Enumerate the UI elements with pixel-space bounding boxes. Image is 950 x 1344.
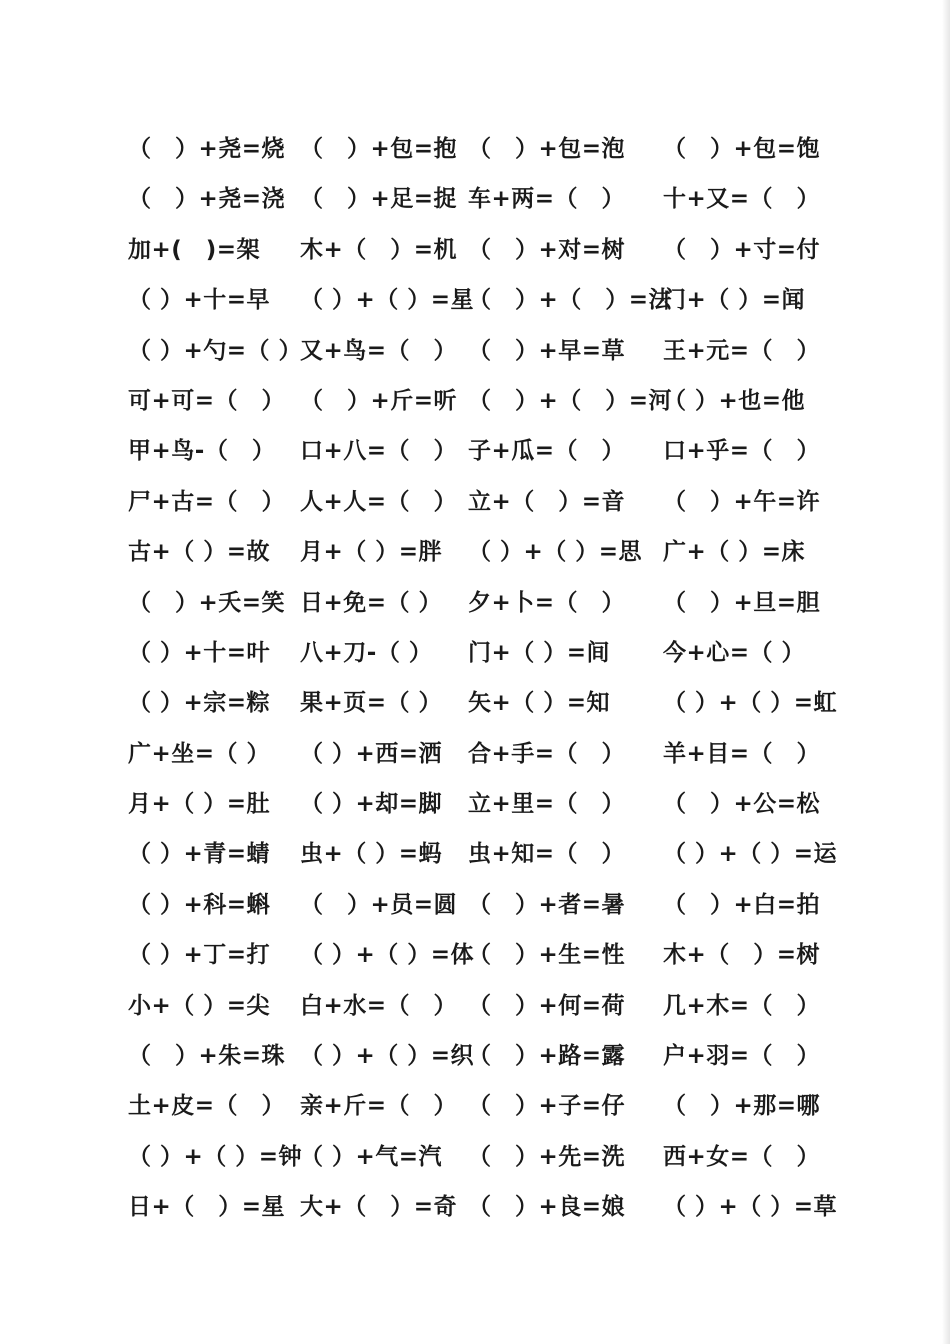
exercise-item: （ ）+（ ）=运 xyxy=(663,841,838,868)
exercise-item: （ ）+路=露 xyxy=(468,1043,626,1070)
exercise-item: （ ）+生=性 xyxy=(468,942,626,969)
exercise-item: （ ）+白=拍 xyxy=(663,891,821,918)
exercise-item: 八+刀-（ ） xyxy=(300,639,433,666)
worksheet-row xyxy=(128,1182,838,1232)
exercise-item: （ ）+员=圆 xyxy=(300,891,458,918)
exercise-item: （ ）+包=抱 xyxy=(300,136,458,162)
exercise-item: （ ）+斤=听 xyxy=(300,387,458,414)
exercise-item: 果+页=（ ） xyxy=(300,690,443,717)
exercise-item: 又+鸟=（ ） xyxy=(300,337,458,364)
exercise-item: （ ）+包=泡 xyxy=(468,136,626,162)
exercise-item: 木+（ ）=树 xyxy=(663,942,821,969)
worksheet-row xyxy=(128,678,838,728)
worksheet-row xyxy=(128,527,818,577)
worksheet-row xyxy=(128,225,821,275)
exercise-item: （ ）+西=洒 xyxy=(300,740,443,767)
worksheet-row xyxy=(128,326,821,376)
exercise-item: 月+（ ）=胖 xyxy=(300,539,443,566)
exercise-item: 车+两=（ ） xyxy=(468,186,626,213)
exercise-item: （ ）+也=他 xyxy=(663,387,806,414)
page-edge-shadow xyxy=(942,0,950,1344)
exercise-item: 口+八=（ ） xyxy=(300,438,458,465)
worksheet-row xyxy=(128,880,821,930)
worksheet-row xyxy=(128,981,821,1031)
worksheet-row xyxy=(128,124,821,174)
exercise-item: （ ）+（ ）=草 xyxy=(663,1194,838,1221)
worksheet-row xyxy=(128,829,838,879)
exercise-item: 广+（ ）=床 xyxy=(663,539,806,566)
exercise-item: 几+木=（ ） xyxy=(663,992,821,1019)
exercise-item: （ ）+勺=（ ） xyxy=(128,337,303,364)
exercise-item: （ ）+那=哪 xyxy=(663,1093,821,1120)
character-composition-grid xyxy=(128,124,838,1233)
exercise-item: 可+可=（ ） xyxy=(128,387,286,414)
exercise-item: 甲+鸟-（ ） xyxy=(128,438,276,465)
exercise-item: 十+又=（ ） xyxy=(663,186,821,213)
exercise-item: （ ）+何=荷 xyxy=(468,992,626,1019)
exercise-item: （ ）+气=汽 xyxy=(300,1143,443,1170)
exercise-item: （ ）+午=许 xyxy=(663,488,821,515)
exercise-item: 矢+（ ）=知 xyxy=(468,690,611,717)
exercise-item: 木+（ ）=机 xyxy=(300,236,458,263)
exercise-item: （ ）+丁=打 xyxy=(128,942,271,969)
exercise-item: （ ）+对=树 xyxy=(468,236,626,263)
exercise-item: （ ）+青=蜻 xyxy=(128,841,271,868)
exercise-item: 广+坐=（ ） xyxy=(128,740,271,767)
exercise-item: 大+（ ）=奇 xyxy=(300,1194,458,1221)
worksheet-row xyxy=(128,578,821,628)
exercise-item: 户+羽=（ ） xyxy=(663,1043,821,1070)
exercise-item: 立+里=（ ） xyxy=(468,791,626,818)
exercise-item: （ ）+十=早 xyxy=(128,287,271,314)
exercise-item: （ ）+（ ）=法 xyxy=(468,287,673,314)
exercise-item: （ ）+尧=浇 xyxy=(128,186,286,213)
exercise-item: （ ）+尧=烧 xyxy=(128,136,286,162)
exercise-item: 小+（ ）=尖 xyxy=(128,992,271,1019)
exercise-item: （ ）+十=叶 xyxy=(128,639,271,666)
worksheet-row xyxy=(128,174,821,224)
worksheet-row xyxy=(128,1081,821,1131)
exercise-item: （ ）+朱=珠 xyxy=(128,1043,286,1070)
worksheet-row xyxy=(128,779,821,829)
worksheet-row xyxy=(128,275,818,325)
exercise-item: 亲+斤=（ ） xyxy=(300,1093,458,1120)
exercise-item: （ ）+（ ）=织 xyxy=(300,1043,475,1070)
exercise-item: 虫+（ ）=蚂 xyxy=(300,841,443,868)
exercise-item: 羊+目=（ ） xyxy=(663,740,821,767)
exercise-item: （ ）+子=仔 xyxy=(468,1093,626,1120)
worksheet-row xyxy=(128,426,821,476)
exercise-item: 日+免=（ ） xyxy=(300,589,443,616)
exercise-item: 口+乎=（ ） xyxy=(663,438,821,465)
exercise-item: （ ）+（ ）=河 xyxy=(468,387,673,414)
worksheet-row xyxy=(128,477,821,527)
exercise-item: 加+( )=架 xyxy=(128,236,261,263)
exercise-item: 虫+知=（ ） xyxy=(468,841,626,868)
exercise-item: （ ）+（ ）=钟 xyxy=(128,1143,303,1170)
exercise-item: 土+皮=（ ） xyxy=(128,1093,286,1120)
worksheet-row xyxy=(128,1132,821,1182)
exercise-item: （ ）+夭=笑 xyxy=(128,589,286,616)
exercise-item: 西+女=（ ） xyxy=(663,1143,821,1170)
exercise-item: 白+水=（ ） xyxy=(300,992,458,1019)
exercise-item: （ ）+旦=胆 xyxy=(663,589,821,616)
exercise-item: 今+心=（ ） xyxy=(663,639,806,666)
exercise-item: 合+手=（ ） xyxy=(468,740,626,767)
exercise-item: 月+（ ）=肚 xyxy=(128,791,271,818)
exercise-item: 尸+古=（ ） xyxy=(128,488,286,515)
exercise-item: （ ）+早=草 xyxy=(468,337,626,364)
exercise-item: （ ）+足=捉 xyxy=(300,186,458,213)
exercise-item: （ ）+寸=付 xyxy=(663,236,821,263)
exercise-item: （ ）+包=饱 xyxy=(663,136,821,162)
exercise-item: （ ）+宗=粽 xyxy=(128,690,271,717)
exercise-item: 人+人=（ ） xyxy=(300,488,458,515)
worksheet-row xyxy=(128,628,818,678)
exercise-item: （ ）+良=娘 xyxy=(468,1194,626,1221)
exercise-item: （ ）+科=蝌 xyxy=(128,891,271,918)
worksheet-row xyxy=(128,376,818,426)
worksheet-row xyxy=(128,930,821,980)
exercise-item: 立+（ ）=音 xyxy=(468,488,626,515)
exercise-item: （ ）+公=松 xyxy=(663,791,821,818)
exercise-item: 王+元=（ ） xyxy=(663,337,821,364)
exercise-item: 门+（ ）=间 xyxy=(468,639,611,666)
exercise-item: （ ）+（ ）=虹 xyxy=(663,690,838,717)
worksheet-row xyxy=(128,1031,821,1081)
exercise-item: （ ）+却=脚 xyxy=(300,791,443,818)
exercise-item: 门+（ ）=闻 xyxy=(663,287,806,314)
exercise-item: （ ）+先=洗 xyxy=(468,1143,626,1170)
exercise-item: 夕+卜=（ ） xyxy=(468,589,626,616)
exercise-item: 子+瓜=（ ） xyxy=(468,438,626,465)
exercise-item: （ ）+（ ）=体 xyxy=(300,942,475,969)
worksheet-row xyxy=(128,729,821,779)
exercise-item: 日+（ ）=星 xyxy=(128,1194,286,1221)
exercise-item: 古+（ ）=故 xyxy=(128,539,271,566)
exercise-item: （ ）+者=暑 xyxy=(468,891,626,918)
exercise-item: （ ）+（ ）=星 xyxy=(300,287,475,314)
exercise-item: （ ）+（ ）=思 xyxy=(468,539,643,566)
